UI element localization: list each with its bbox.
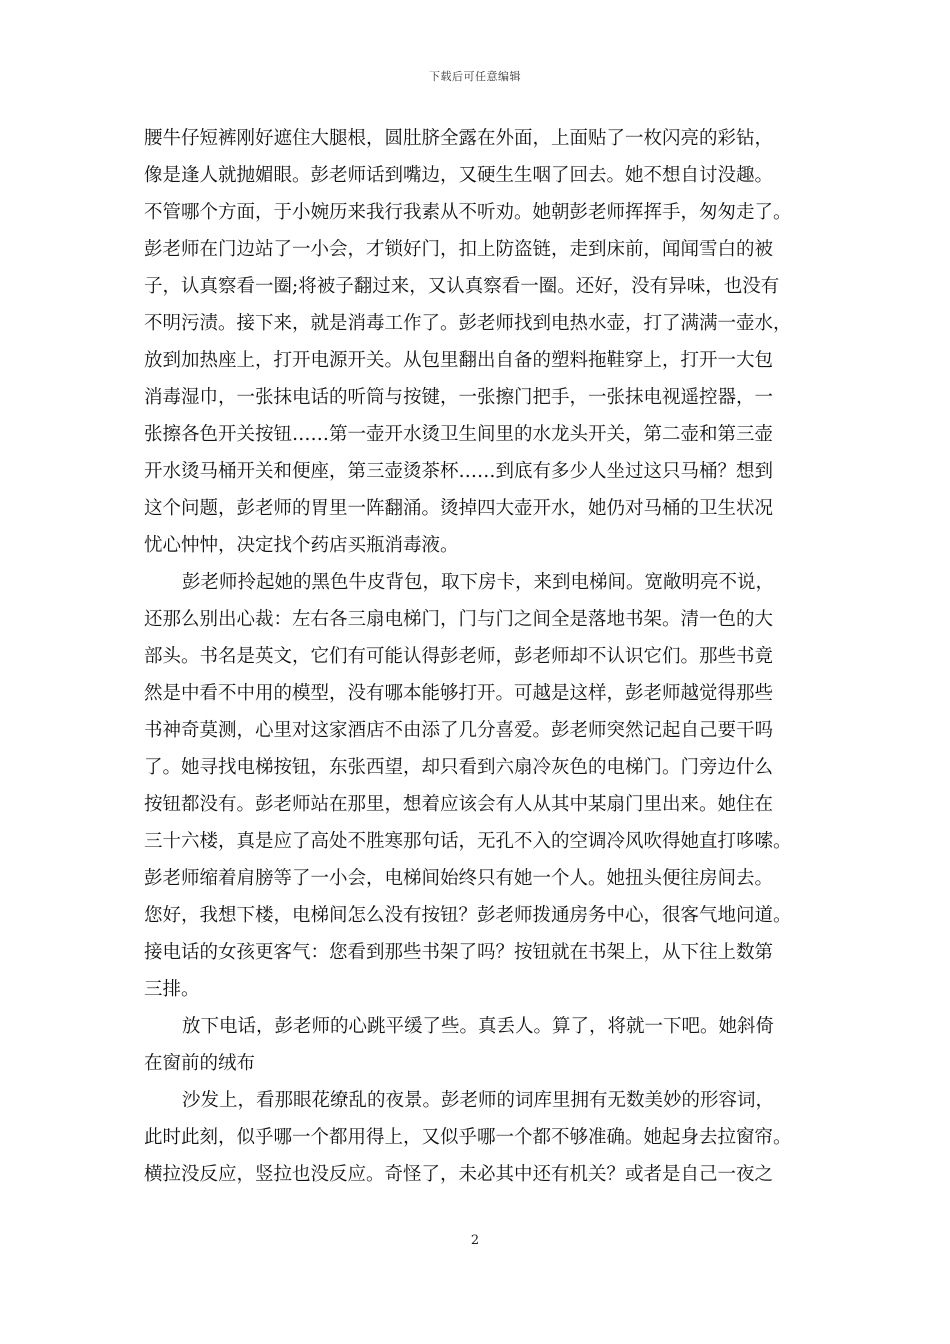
text-line: 三排。	[144, 979, 200, 1000]
text-line: 这个问题，彭老师的胃里一阵翻涌。烫掉四大壶开水，她仍对马桶的卫生状况	[144, 498, 774, 519]
text-line: 书神奇莫测，心里对这家酒店不由添了几分喜爱。彭老师突然记起自己要干吗	[144, 720, 774, 741]
text-line: 还那么别出心裁：左右各三扇电梯门，门与门之间全是落地书架。清一色的大	[144, 609, 774, 630]
text-line: 沙发上，看那眼花缭乱的夜景。彭老师的词库里拥有无数美妙的形容词，	[182, 1090, 775, 1111]
text-line: 三十六楼，真是应了高处不胜寒那句话，无孔不入的空调冷风吹得她直打哆嗦。	[144, 831, 792, 852]
text-line: 接电话的女孩更客气：您看到那些书架了吗？按钮就在书架上，从下往上数第	[144, 942, 774, 963]
text-line: 在窗前的绒布	[144, 1053, 256, 1074]
page-header: 下载后可任意编辑	[429, 70, 521, 83]
text-line: 不明污渍。接下来，就是消毒工作了。彭老师找到电热水壶，打了满满一壶水，	[144, 313, 792, 334]
text-line: 张擦各色开关按钮……第一壶开水烫卫生间里的水龙头开关，第二壶和第三壶	[144, 424, 774, 445]
text-line: 您好，我想下楼，电梯间怎么没有按钮？彭老师拨通房务中心，很客气地问道。	[144, 905, 792, 926]
page-number: 2	[470, 1233, 480, 1248]
text-line: 消毒湿巾，一张抹电话的听筒与按键，一张擦门把手，一张抹电视遥控器，一	[144, 387, 774, 408]
text-line: 放下电话，彭老师的心跳平缓了些。真丢人。算了，将就一下吧。她斜倚	[182, 1016, 775, 1037]
text-line: 忧心忡忡，决定找个药店买瓶消毒液。	[144, 535, 459, 556]
text-line: 部头。书名是英文，它们有可能认得彭老师，彭老师却不认识它们。那些书竟	[144, 646, 774, 667]
text-line: 彭老师在门边站了一小会，才锁好门，扣上防盗链，走到床前，闻闻雪白的被	[144, 239, 774, 260]
text-line: 了。她寻找电梯按钮，东张西望，却只看到六扇冷灰色的电梯门。门旁边什么	[144, 757, 774, 778]
text-line: 子，认真察看一圈;将被子翻过来，又认真察看一圈。还好，没有异味，也没有	[144, 276, 780, 297]
text-line: 按钮都没有。彭老师站在那里，想着应该会有人从其中某扇门里出来。她住在	[144, 794, 774, 815]
body-text	[144, 120, 812, 1193]
text-line: 彭老师拎起她的黑色牛皮背包，取下房卡，来到电梯间。宽敞明亮不说，	[182, 572, 775, 593]
text-line: 不管哪个方面，于小婉历来我行我素从不听劝。她朝彭老师挥挥手，匆匆走了。	[144, 202, 792, 223]
text-line: 腰牛仔短裤刚好遮住大腿根，圆肚脐全露在外面，上面贴了一枚闪亮的彩钻，	[144, 128, 774, 149]
text-line: 横拉没反应，竖拉也没反应。奇怪了，未必其中还有机关？或者是自己一夜之	[144, 1164, 774, 1185]
text-line: 然是中看不中用的模型，没有哪本能够打开。可越是这样，彭老师越觉得那些	[144, 683, 774, 704]
text-line: 开水烫马桶开关和便座，第三壶烫茶杯……到底有多少人坐过这只马桶？想到	[144, 461, 774, 482]
text-line: 此时此刻，似乎哪一个都用得上，又似乎哪一个都不够准确。她起身去拉窗帘。	[144, 1127, 792, 1148]
text-line: 像是逢人就抛媚眼。彭老师话到嘴边，又硬生生咽了回去。她不想自讨没趣。	[144, 165, 774, 186]
text-line: 放到加热座上，打开电源开关。从包里翻出自备的塑料拖鞋穿上，打开一大包	[144, 350, 774, 371]
text-line: 彭老师缩着肩膀等了一小会，电梯间始终只有她一个人。她扭头便往房间去。	[144, 868, 774, 889]
